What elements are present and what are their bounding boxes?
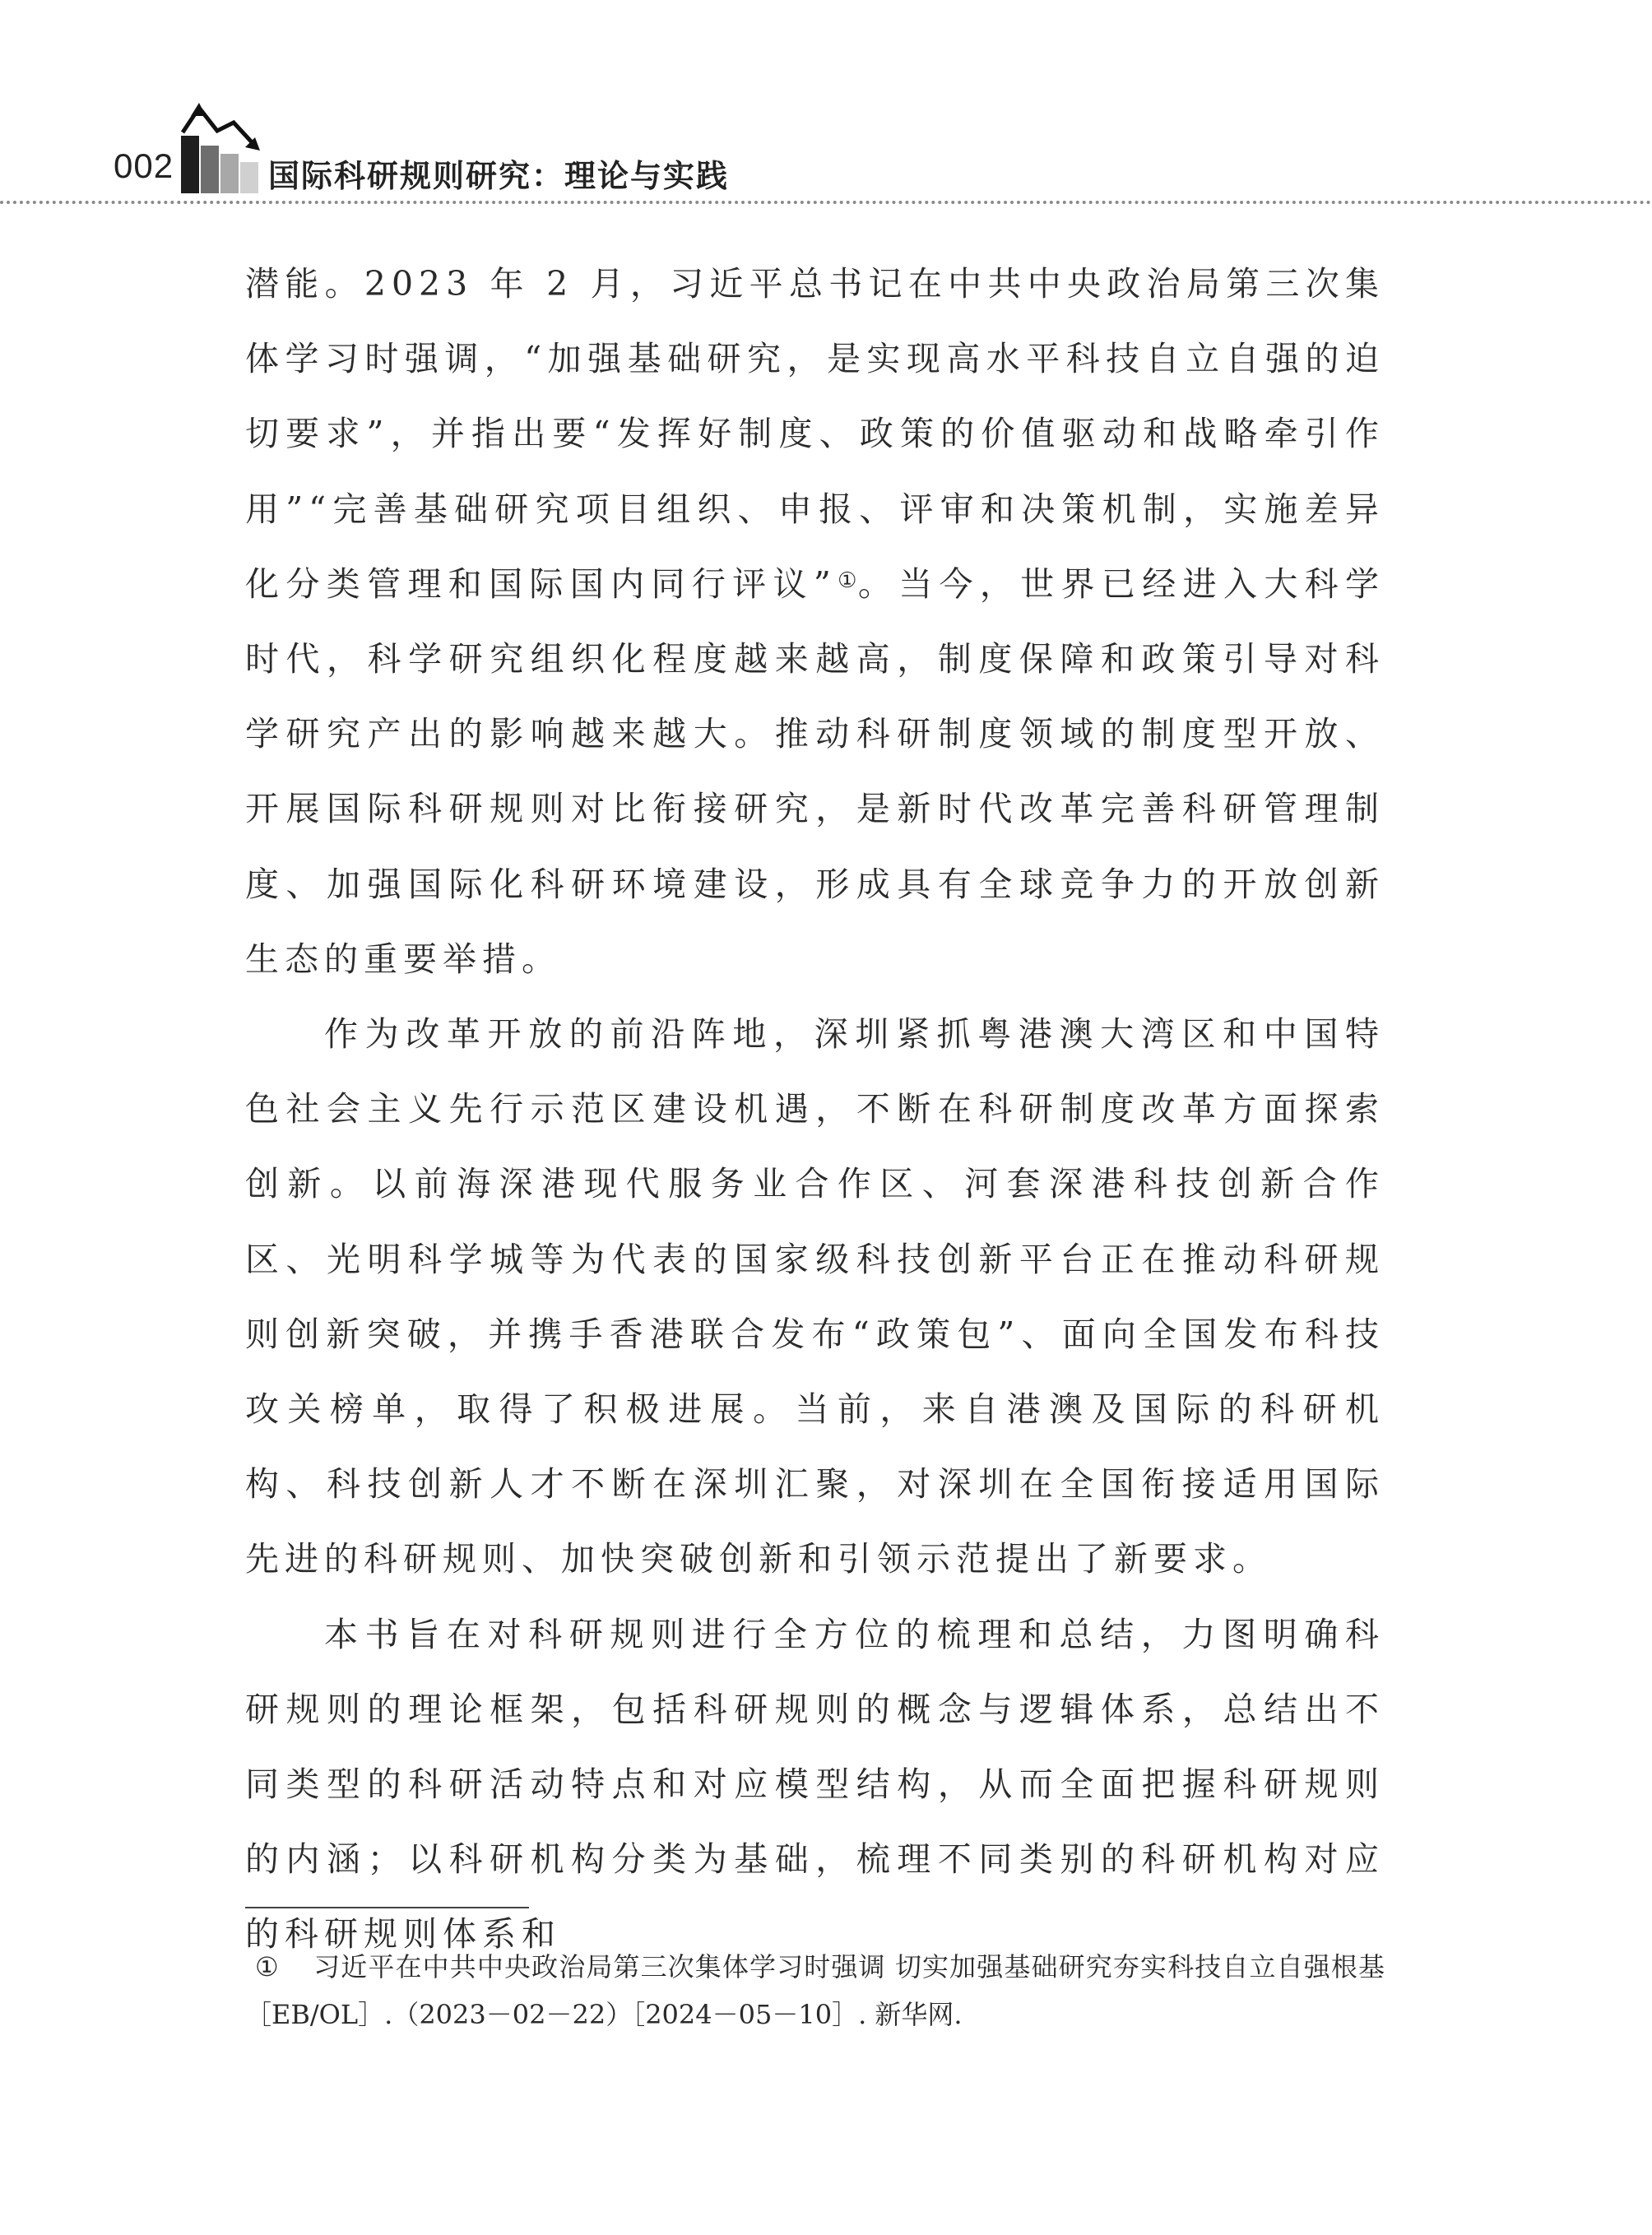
running-head-title: 国际科研规则研究：理论与实践 [268, 158, 730, 194]
growth-bars-arrow-icon [179, 103, 262, 193]
body-text [245, 247, 1385, 1973]
footnote-text: 习近平在中共中央政治局第三次集体学习时强调 切实加强基础研究夯实科技自立自强根基［EB/OL］.（2023－02－22）［2024－05－10］. 新华网. [245, 1951, 1385, 2030]
paragraph-1 [245, 247, 1385, 997]
footnote-divider [245, 1907, 529, 1908]
paragraph-1-text-after: 。当今，世界已经进入大科学时代，科学研究组织化程度越来越高，制度保障和政策引导对科学研究产出的影响越来越大。推动科研制度领域的制度型开放、开展国际科研规则对比衔接研究，是新时代改革完善科研管理制度、加强国际化科研环境建设，形成具有全球竞争力的开放创新生态的重要举措。 [245, 563, 1385, 979]
page-header [0, 0, 1652, 206]
header-dotted-divider [0, 201, 1652, 204]
paragraph-1-text-before: 潜能。2023 年 2 月，习近平总书记在中共中央政治局第三次集体学习时强调，“加强基础研究，是实现高水平科技自立自强的迫切要求”，并指出要“发挥好制度、政策的价值驱动和战略牵引作用”“完善基础研究项目组织、申报、评审和决策机制，实施差异化分类管理和国际国内同行评议” [245, 264, 1385, 604]
footnote-marker: ① [255, 1951, 279, 1982]
paragraph-2: 作为改革开放的前沿阵地，深圳紧抓粤港澳大湾区和中国特色社会主义先行示范区建设机遇，不断在科研制度改革方面探索创新。以前海深港现代服务业合作区、河套深港科技创新合作区、光明科学城等为代表的国家级科技创新平台正在推动科研规则创新突破，并携手香港联合发布“政策包”、面向全国发布科技攻关榜单，取得了积极进展。当前，来自港澳及国际的科研机构、科技创新人才不断在深圳汇聚，对深圳在全国衔接适用国际先进的科研规则、加快突破创新和引领示范提出了新要求。 [245, 1014, 1385, 1579]
footnote [245, 1943, 1385, 2038]
page-number: 002 [114, 146, 174, 185]
paragraph-3: 本书旨在对科研规则进行全方位的梳理和总结，力图明确科研规则的理论框架，包括科研规则的概念与逻辑体系，总结出不同类型的科研活动特点和对应模型结构，从而全面把握科研规则的内涵；以科研机构分类为基础，梳理不同类别的科研机构对应的科研规则体系和 [245, 1614, 1385, 1954]
footnote-reference[interactable]: ① [836, 568, 858, 593]
